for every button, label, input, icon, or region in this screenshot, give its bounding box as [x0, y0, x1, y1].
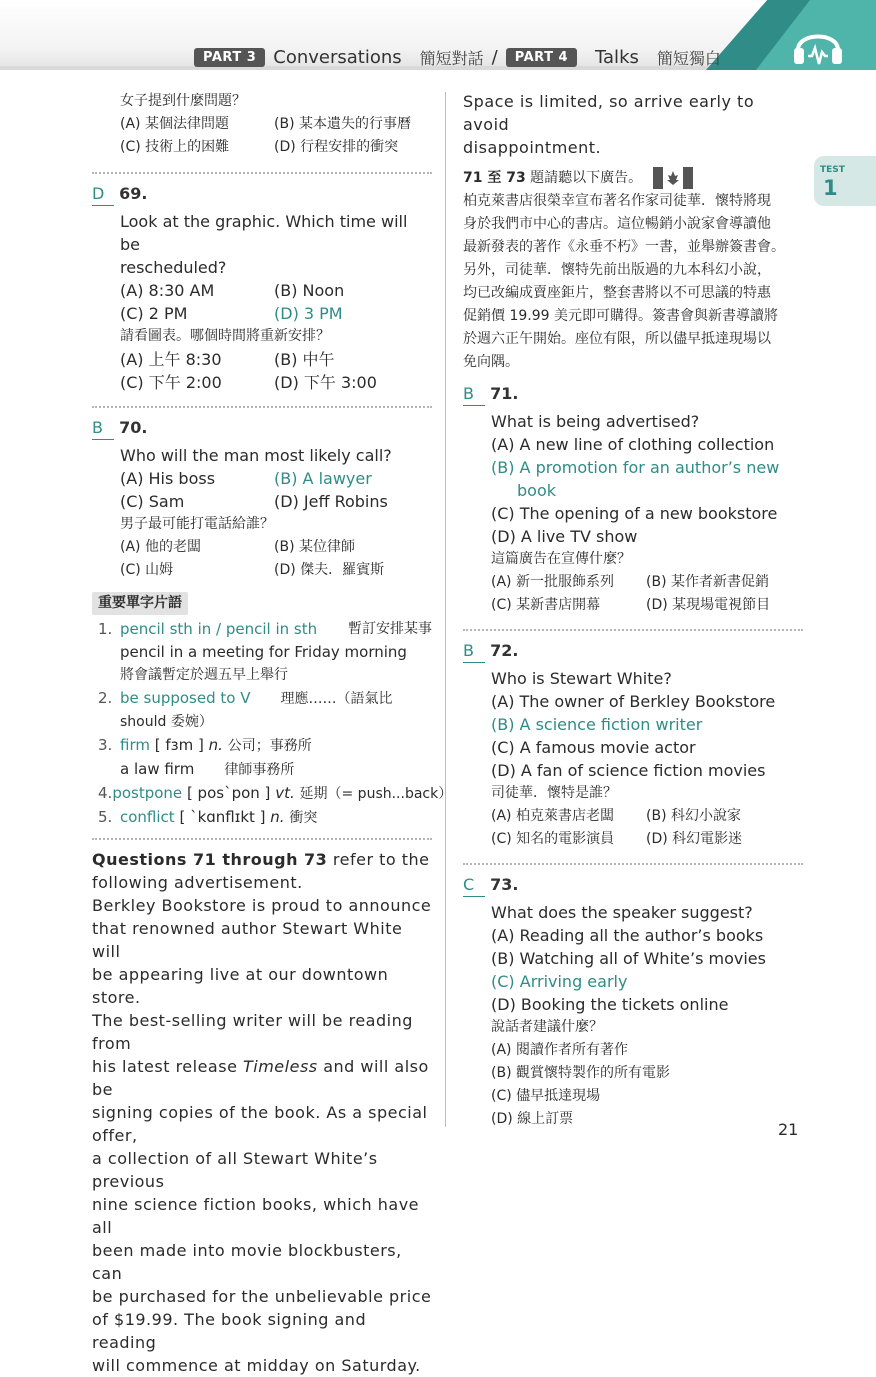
vocab-term: conflict — [120, 808, 175, 826]
q72-option-zh-d: (D) 科幻電影迷 — [646, 831, 743, 847]
vocab-item-number: 5. — [98, 808, 113, 826]
header-title — [194, 44, 721, 70]
passage-line: be purchased for the unbelievable price — [92, 1287, 432, 1306]
vocab-example-zh: 律師事務所 — [224, 762, 295, 778]
q69-option-d-correct: (D) 3 PM — [274, 304, 343, 323]
passage-end-l2: disappointment. — [463, 138, 602, 157]
q71-option-b-cont: book — [517, 481, 556, 500]
passage-line: signing copies of the book. As a special offer, — [92, 1103, 428, 1145]
zh-passage-line: 另外，司徒華．懷特先前出版過的九本科幻小說， — [463, 262, 771, 278]
q71-option-c: (C) The opening of a new bookstore — [491, 504, 778, 523]
vocab-pos: n. — [208, 736, 223, 754]
part3-badge: PART 3 — [194, 48, 265, 67]
q69-question-l2: rescheduled? — [120, 258, 227, 277]
vocab-def-cont: should 委婉） — [120, 714, 213, 730]
zh-passage — [463, 190, 803, 374]
q68-option-zh-a: (A) 某個法律問題 — [120, 116, 229, 132]
vocab-example: a law firm — [120, 760, 195, 778]
zh-passage-line: 免向隅。 — [463, 354, 519, 370]
vocab-item — [98, 782, 453, 806]
vocab-def: 公司；事務所 — [227, 738, 312, 754]
q72-option-c: (C) A famous movie actor — [491, 738, 696, 757]
vocab-item-number: 3. — [98, 736, 113, 754]
vocab-item-number: 2. — [98, 689, 113, 707]
q71-number: 71. — [490, 384, 519, 403]
q69 — [92, 182, 432, 394]
test-tab — [814, 156, 876, 206]
vocab-item — [98, 687, 432, 734]
q72-option-zh-c: (C) 知名的電影演員 — [491, 831, 615, 847]
q69-question-zh: 請看圖表。哪個時間將重新安排？ — [120, 328, 330, 344]
q72-answer: B — [463, 639, 485, 663]
q72 — [463, 639, 803, 851]
q69-option-zh-c: (C) 下午 2:00 — [120, 373, 222, 392]
vocab-example: pencil in a meeting for Friday morning — [120, 643, 407, 661]
q72-question: Who is Stewart White? — [491, 669, 672, 688]
q69-number: 69. — [119, 184, 148, 203]
q69-option-c: (C) 2 PM — [120, 304, 188, 323]
vocab-def: 理應……（語氣比 — [280, 691, 393, 707]
passage-end — [463, 90, 803, 159]
vocab-term: firm — [120, 736, 150, 754]
passage-line: The best-selling writer will be reading from — [92, 1011, 413, 1053]
q68-option-zh-c: (C) 技術上的困難 — [120, 139, 230, 155]
q72-option-d: (D) A fan of science fiction movies — [491, 761, 766, 780]
zh-intro — [463, 167, 803, 190]
vocab-term: postpone — [112, 784, 183, 802]
q68-tail — [92, 90, 432, 159]
q72-question-zh: 司徒華．懷特是誰？ — [491, 785, 617, 801]
separator — [463, 863, 803, 865]
q71-option-b-correct: (B) A promotion for an author’s new — [491, 458, 780, 477]
q71-answer: B — [463, 382, 485, 406]
passage-end-l1: Space is limited, so arrive early to avoid — [463, 92, 755, 134]
q68-options-zh — [120, 113, 432, 159]
passage-line: Berkley Bookstore is proud to announce — [92, 896, 432, 915]
q68-question-zh: 女子提到什麼問題？ — [120, 93, 246, 109]
zh-passage-line: 於週六正午開始。座位有限，所以儘早抵達現場以 — [463, 331, 771, 347]
right-column — [463, 90, 803, 1131]
vocab-item — [98, 806, 432, 830]
q71 — [463, 382, 803, 617]
q70-number: 70. — [119, 418, 148, 437]
q71-option-zh-a: (A) 新一批服飾系列 — [491, 574, 614, 590]
passage-line: nine science fiction books, which have all — [92, 1195, 420, 1237]
q70-option-zh-d: (D) 傑夫．羅賓斯 — [274, 562, 385, 578]
q70-option-zh-c: (C) 山姆 — [120, 562, 174, 578]
q72-number: 72. — [490, 641, 519, 660]
q73-question: What does the speaker suggest? — [491, 903, 753, 922]
q73-number: 73. — [490, 875, 519, 894]
q73-option-d: (D) Booking the tickets online — [491, 995, 729, 1014]
vocab-item-number: 4. — [98, 784, 113, 802]
vocab-pos: vt. — [275, 784, 295, 802]
zh-passage-line: 促銷價 19.99 美元即可購得。簽書會與新書導讀將 — [463, 308, 778, 324]
q69-option-zh-a: (A) 上午 8:30 — [120, 350, 222, 369]
page-header — [0, 0, 876, 70]
passage-book-title: Timeless — [243, 1057, 318, 1076]
vocab-def: 暫訂安排某事 — [348, 621, 432, 637]
q69-option-a: (A) 8:30 AM — [120, 281, 215, 300]
q69-question-l1: Look at the graphic. Which time will be — [120, 212, 408, 254]
q71-option-zh-b: (B) 某作者新書促銷 — [646, 574, 769, 590]
q72-option-zh-b: (B) 科幻小說家 — [646, 808, 741, 824]
q70-question: Who will the man most likely call? — [120, 446, 392, 465]
q73-option-b: (B) Watching all of White’s movies — [491, 949, 766, 968]
vocab-item — [98, 734, 432, 782]
test-tab-label: TEST — [820, 165, 845, 175]
vocab-item — [98, 618, 432, 687]
q73-option-c-correct: (C) Arriving early — [491, 972, 628, 991]
q73-question-zh: 說話者建議什麼？ — [491, 1019, 603, 1035]
separator — [463, 629, 803, 631]
vocab-ipa: [ ˋkɑnflɪkt ] — [179, 808, 266, 826]
q71-option-zh-d: (D) 某現場電視節目 — [646, 597, 771, 613]
header-separator: / — [491, 46, 498, 68]
q70-option-b-correct: (B) A lawyer — [274, 469, 372, 488]
q70-answer: B — [92, 416, 114, 440]
part3-title: Conversations — [273, 46, 402, 68]
q69-option-zh-d: (D) 下午 3:00 — [274, 373, 377, 392]
q71-option-a: (A) A new line of clothing collection — [491, 435, 775, 454]
passage-line: of $19.99. The book signing and reading — [92, 1310, 367, 1352]
zh-intro-bold: 71 至 73 — [463, 170, 526, 186]
q72-option-a: (A) The owner of Berkley Bookstore — [491, 692, 776, 711]
q73-option-zh-d: (D) 線上訂票 — [491, 1111, 574, 1127]
passage-line: be appearing live at our downtown store. — [92, 965, 389, 1007]
passage-line: been made into movie blockbusters, can — [92, 1241, 402, 1283]
part4-title: Talks — [595, 46, 639, 68]
q71-question: What is being advertised? — [491, 412, 700, 431]
q70-option-a: (A) His boss — [120, 469, 216, 488]
vocab-def: 延期（= push...back） — [299, 786, 453, 802]
zh-passage-line: 身於我們市中心的書店。這位暢銷小說家會導讀他 — [463, 216, 771, 232]
part3-title-zh: 簡短對話 — [419, 48, 484, 68]
q71-option-zh-c: (C) 某新書店開幕 — [491, 597, 601, 613]
left-column — [92, 90, 453, 1377]
q72-option-b-correct: (B) A science fiction writer — [491, 715, 703, 734]
passage-intro-bold: Questions 71 through 73 — [92, 850, 328, 869]
q73-option-zh-b: (B) 觀賞懷特製作的所有電影 — [491, 1065, 670, 1081]
q72-option-zh-a: (A) 柏克萊書店老闆 — [491, 808, 614, 824]
passage-line: that renowned author Stewart White will — [92, 919, 403, 961]
q73-answer: C — [463, 873, 485, 897]
separator — [92, 406, 432, 408]
passage-line: will commence at midday on Saturday. — [92, 1356, 421, 1375]
q71-option-d: (D) A live TV show — [491, 527, 638, 546]
q70-option-d: (D) Jeff Robins — [274, 492, 388, 511]
header-dot — [740, 56, 750, 66]
headphone-icon — [790, 20, 846, 68]
page-number: 21 — [778, 1120, 799, 1139]
q71-question-zh: 這篇廣告在宣傳什麼？ — [491, 551, 631, 567]
vocab-ipa: [ fɜm ] — [154, 736, 204, 754]
q70-question-zh: 男子最可能打電話給誰？ — [120, 516, 274, 532]
vocab-term: pencil sth in / pencil in sth — [120, 620, 318, 638]
column-divider — [445, 92, 446, 1127]
q73-option-a: (A) Reading all the author’s books — [491, 926, 764, 945]
vocab-def: 衝突 — [289, 810, 318, 826]
q70 — [92, 416, 432, 582]
part4-title-zh: 簡短獨白 — [656, 48, 721, 68]
separator — [92, 172, 432, 174]
q73-option-zh-a: (A) 閱讀作者所有著作 — [491, 1042, 628, 1058]
zh-intro-text: 題請聽以下廣告。 — [525, 170, 643, 186]
zh-passage-line: 最新發表的著作《永垂不朽》一書，並舉辦簽書會。 — [463, 239, 785, 255]
vocab-section — [92, 590, 453, 830]
q73-option-zh-c: (C) 儘早抵達現場 — [491, 1088, 601, 1104]
part4-badge: PART 4 — [506, 48, 577, 67]
q68-option-zh-d: (D) 行程安排的衝突 — [274, 139, 399, 155]
passage-intro-l2: following advertisement. — [92, 873, 303, 892]
passage-intro: refer to the — [327, 850, 430, 869]
q69-option-zh-b: (B) 中午 — [274, 350, 335, 369]
vocab-example-zh: 將會議暫定於週五早上舉行 — [120, 667, 288, 683]
passage-line: his latest release — [92, 1057, 243, 1076]
q70-option-zh-b: (B) 某位律師 — [274, 539, 355, 555]
q70-option-zh-a: (A) 他的老闆 — [120, 539, 201, 555]
vocab-title: 重要單字片語 — [92, 592, 188, 615]
passage-line: a collection of all Stewart White’s previous — [92, 1149, 378, 1191]
q70-option-c: (C) Sam — [120, 492, 185, 511]
vocab-item-number: 1. — [98, 620, 113, 638]
q68-option-zh-b: (B) 某本遺失的行事曆 — [274, 116, 411, 132]
canada-flag-icon — [653, 167, 693, 189]
vocab-ipa: [ posˋpon ] — [186, 784, 271, 802]
q69-option-b: (B) Noon — [274, 281, 345, 300]
zh-passage-line: 均已改編成賣座鉅片，整套書將以不可思議的特惠 — [463, 285, 771, 301]
q69-answer: D — [92, 182, 114, 206]
advertisement-passage — [92, 848, 432, 1377]
test-tab-number: 1 — [823, 176, 838, 200]
q73 — [463, 873, 803, 1131]
separator — [92, 838, 432, 840]
vocab-pos: n. — [270, 808, 285, 826]
passage-line-rest: and will also be — [92, 1057, 429, 1099]
zh-passage-line: 柏克萊書店很榮幸宣布著名作家司徒華．懷特將現 — [463, 193, 771, 209]
vocab-term: be supposed to V — [120, 689, 251, 707]
